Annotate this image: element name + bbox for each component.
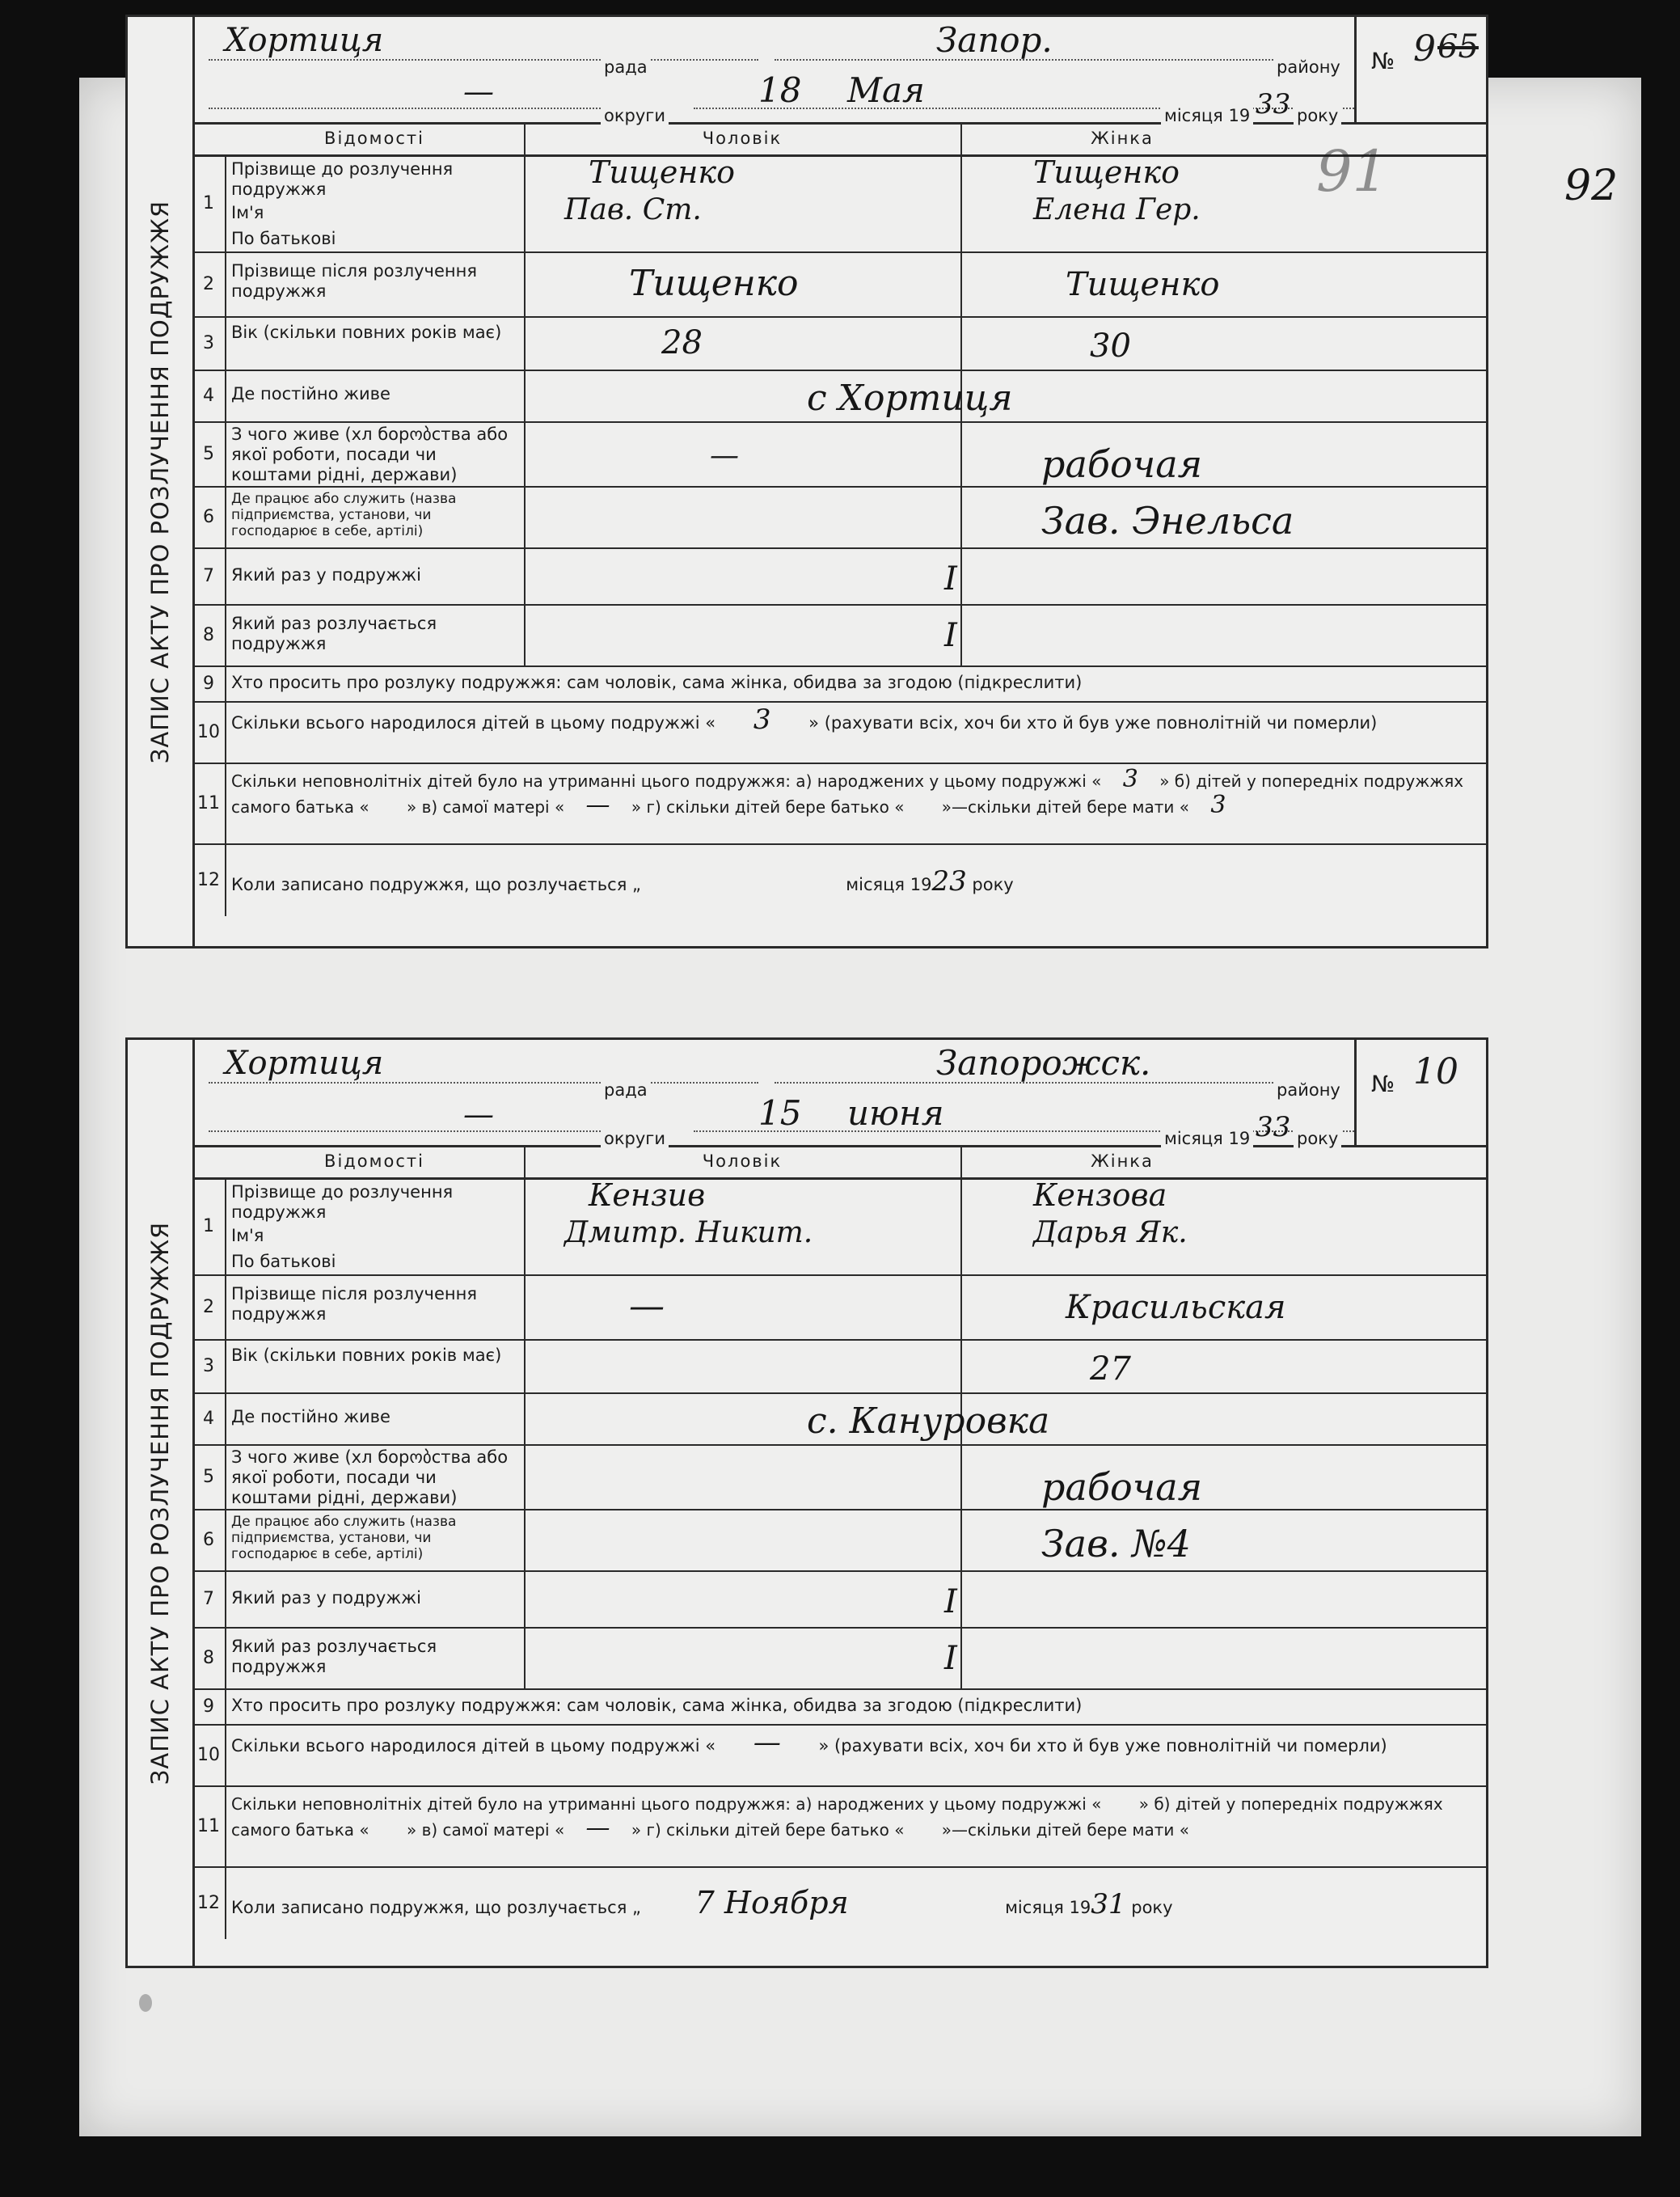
pencil-mark: 91 xyxy=(1316,138,1389,205)
record-number-struck: 65 xyxy=(1437,28,1479,65)
rada-value: Хортиця xyxy=(225,22,384,59)
field-r5-label: З чого живе (хл борობства або якої роботи, посади чи коштами рідні, держави) xyxy=(231,1447,509,1507)
column-headers xyxy=(192,122,1486,157)
month-label: місяця 19 xyxy=(1161,1129,1253,1148)
field-r8-val: I xyxy=(944,1640,957,1677)
year-value: 33 xyxy=(1256,1111,1291,1143)
field-r1-w-1: Елена Гер. xyxy=(1033,193,1201,226)
okrug-value: — xyxy=(463,74,494,109)
year-value: 33 xyxy=(1256,88,1291,120)
month-value: июня xyxy=(847,1093,944,1133)
day-value: 18 xyxy=(758,70,802,110)
field-r12-c: року xyxy=(1131,1898,1173,1917)
row-11: 11 Скільки неповнолітніх дітей було на утриманні цього подружжя: а) народжених у цьому подружжі « 3 » б) дітей у попередніх подружжях самого батька « » в) самої матері « — » г) скільки дітей бере батько « »—скільки дітей бере мати « 3 xyxy=(192,763,1486,845)
field-r10-val: — xyxy=(753,1726,781,1759)
field-r11-a: Скільки неповнолітніх дітей було на утриманні цього подружжя: а) народжених у цьому подружжі « xyxy=(231,771,1102,791)
field-r11-v5 xyxy=(1189,1814,1222,1842)
col-husband: Чоловік xyxy=(702,1151,783,1171)
field-r12-a: Коли записано подружжя, що розлучається „ xyxy=(231,1898,641,1917)
field-r1-label-2: По батькові xyxy=(231,1252,336,1271)
field-r10-a: Скільки всього народилося дітей в цьому подружжі « xyxy=(231,713,716,733)
field-r1-h-0: Тищенко xyxy=(589,154,735,190)
field-r4-val: с Хортиця xyxy=(807,378,1013,419)
record-number: 10 xyxy=(1413,1051,1458,1092)
field-r11-v1 xyxy=(1107,1788,1139,1816)
field-r12-b: місяця 19 xyxy=(846,875,932,894)
field-r1-h-1: Дмитр. Никит. xyxy=(564,1216,813,1249)
field-r2-label: Прізвище після розлучення подружжя xyxy=(231,261,477,301)
field-title: ЗАПИС АКТУ ПРО РОЗЛУЧЕННЯ ПОДРУЖЖЯ xyxy=(146,200,174,763)
field-r12-year: 31 xyxy=(1091,1888,1126,1920)
field-r7-label: Який раз у подружжі xyxy=(231,565,421,585)
field-r9-text: Хто просить про розлуку подружжя: сам чоловік, сама жінка, обидва за згодою (підкреслити) xyxy=(231,1696,1083,1715)
field-r11-b: » б) дітей у попередніх подружжях самого батька « xyxy=(231,771,1464,817)
field-r11-a: Скільки неповнолітніх дітей було на утриманні цього подружжя: а) народжених у цьому подружжі « xyxy=(231,1794,1102,1814)
field-r1-label-2: По батькові xyxy=(231,229,336,248)
field-r8-label: Який раз розлучається подружжя xyxy=(231,614,437,653)
col-info: Відомості xyxy=(324,129,424,148)
field-r11-e: »—скільки дітей бере мати « xyxy=(941,797,1189,817)
row-7: 7 Який раз у подружжі I xyxy=(192,1570,1486,1629)
row-5: 5 З чого живе (хл борობства або якої роботи, посади чи коштами рідні, держави) — рабочая xyxy=(192,421,1486,488)
field-r12-c: року xyxy=(972,875,1014,894)
field-r2-label: Прізвище після розлучення подружжя xyxy=(231,1284,477,1324)
col-wife: Жінка xyxy=(1091,1151,1154,1171)
field-r1-w-1: Дарья Як. xyxy=(1033,1216,1188,1249)
field-r11-v4 xyxy=(910,1814,942,1842)
row-1: 1 Прізвище до розлучення подружжя Ім'я По батькові Тищенко Пав. Ст. Тищенко Елена Гер. 91 xyxy=(192,154,1486,253)
rayon-value: Запор. xyxy=(936,20,1053,60)
row-10: 10 Скільки всього народилося дітей в цьому подружжі « — » (рахувати всіх, хоч би хто й був уже повнолітній чи померли) xyxy=(192,1724,1486,1787)
record-side-title xyxy=(128,1040,195,1966)
rada-label: рада xyxy=(601,57,651,77)
record-header xyxy=(192,17,1486,125)
field-r11-v5: 3 xyxy=(1210,791,1226,819)
field-r5-h: — xyxy=(710,439,739,472)
row-4: 4 Де постійно живе с Хортиця xyxy=(192,370,1486,423)
field-r1-w-0: Тищенко xyxy=(1033,154,1180,190)
rayon-label: району xyxy=(1273,57,1344,77)
field-r4-val: с. Кануровка xyxy=(807,1401,1050,1442)
field-r6-w: Зав. №4 xyxy=(1041,1522,1191,1565)
field-r11-v3: — xyxy=(585,791,610,819)
row-2: 2 Прізвище після розлучення подружжя — Красильская xyxy=(192,1274,1486,1341)
field-r2-h: Тищенко xyxy=(629,263,799,304)
field-r11-b: » б) дітей у попередніх подружжях самого батька « xyxy=(231,1794,1443,1840)
field-r12-val: 7 Ноября xyxy=(694,1885,849,1920)
field-r1-label-0: Прізвище до розлучення подружжя xyxy=(231,1182,454,1222)
field-r11-c: » в) самої матері « xyxy=(407,797,565,817)
year-label: року xyxy=(1294,1129,1341,1148)
col-wife: Жінка xyxy=(1091,129,1154,148)
field-r1-label-0: Прізвище до розлучення подружжя xyxy=(231,159,454,199)
row-10: 10 Скільки всього народилося дітей в цьому подружжі « 3 » (рахувати всіх, хоч би хто й був уже повнолітній чи померли) xyxy=(192,701,1486,764)
field-r10-a: Скільки всього народилося дітей в цьому подружжі « xyxy=(231,1736,716,1755)
field-r11-v2 xyxy=(374,791,407,819)
year-label: року xyxy=(1294,106,1341,125)
field-r3-label: Вік (скільки повних років має) xyxy=(231,1346,502,1365)
day-value: 15 xyxy=(758,1093,802,1133)
field-r12-a: Коли записано подружжя, що розлучається „ xyxy=(231,875,641,894)
row-3: 3 Вік (скільки повних років має) 27 xyxy=(192,1339,1486,1394)
column-headers xyxy=(192,1145,1486,1180)
record-header xyxy=(192,1040,1486,1147)
field-r4-label: Де постійно живе xyxy=(231,1407,390,1426)
record-number: 9 xyxy=(1413,28,1436,70)
field-r2-h: — xyxy=(629,1286,665,1327)
field-r10-b: » (рахувати всіх, хоч би хто й був уже повнолітній чи померли) xyxy=(808,713,1378,733)
col-info: Відомості xyxy=(324,1151,424,1171)
field-r11-v1: 3 xyxy=(1122,765,1138,793)
row-3: 3 Вік (скільки повних років має) 28 30 xyxy=(192,316,1486,371)
row-6: 6 Де працює або служить (назва підприємства, установи, чи господарює в себе, артілі) Зав. Энельса xyxy=(192,486,1486,549)
row-5: 5 З чого живе (хл борობства або якої роботи, посади чи коштами рідні, держави) рабочая xyxy=(192,1444,1486,1510)
field-r7-val: I xyxy=(944,1583,957,1620)
field-r1-label-1: Ім'я xyxy=(231,203,264,222)
field-r6-w: Зав. Энельса xyxy=(1041,499,1294,543)
month-value: Мая xyxy=(847,70,925,110)
rada-label: рада xyxy=(601,1080,651,1100)
month-label: місяця 19 xyxy=(1161,106,1253,125)
okrug-label: округи xyxy=(601,1129,669,1148)
row-11: 11 Скільки неповнолітніх дітей було на утриманні цього подружжя: а) народжених у цьому подружжі « » б) дітей у попередніх подружжях самого батька « » в) самої матері « — » г) скільки дітей бере батько « »—скільки дітей бере мати « xyxy=(192,1785,1486,1868)
field-r4-label: Де постійно живе xyxy=(231,384,390,403)
field-r7-label: Який раз у подружжі xyxy=(231,1588,421,1608)
row-9: 9 Хто просить про розлуку подружжя: сам чоловік, сама жінка, обидва за згодою (підкреслити) xyxy=(192,1688,1486,1726)
field-r8-val: I xyxy=(944,617,957,654)
field-r11-v3: — xyxy=(585,1814,610,1842)
field-r3-w: 30 xyxy=(1090,327,1131,365)
row-7: 7 Який раз у подружжі I xyxy=(192,547,1486,606)
field-r1-h-0: Кензив xyxy=(589,1177,706,1213)
row-9: 9 Хто просить про розлуку подружжя: сам чоловік, сама жінка, обидва за згодою (підкреслити) xyxy=(192,665,1486,703)
field-r1-h-1: Пав. Ст. xyxy=(564,193,702,226)
field-r3-h: 28 xyxy=(661,324,703,361)
field-r9-text: Хто просить про розлуку подружжя: сам чоловік, сама жінка, обидва за згодою (підкреслити) xyxy=(231,673,1083,692)
punch-hole xyxy=(139,1994,152,2012)
record-2: ЗАПИС АКТУ ПРО РОЗЛУЧЕННЯ ПОДРУЖЖЯ Хортиця рада Запорожск. району — округи 15 июня місяця 19 33 року № 10 Відомості Чоловік Жінка 1 Прізвище до розлучення подружжя Ім'я По батькові Кензив Дмитр. Никит. Кензова Дарья Як. 2 Прізвище після розлучення подружжя — Красильская 3 Вік (скільки повних років має) 27 4 Де постійно живе с. Кануровка 5 З чого живе (хл борობства або якої роботи, посади чи коштами рідні, держави) рабочая 6 Де працює або служить (назва підприємства, установи, чи господарює в себе, артілі) Зав. №4 7 Який раз у подружжі I 8 Який раз розлучається подружжя I 9 Хто просить про розлуку подружжя: сам чоловік, сама жінка, обидва за згодою (підкреслити) 10 Скільки всього народилося дітей в цьому подружжі « — » (рахувати всіх, хоч би хто й був уже повнолітній чи померли) 11 Скільки неповнолітніх дітей було на утриманні цього подружжя: а) народжених у цьому подружжі « » б) дітей у попередніх подружжях самого батька « » в) самої матері « — » г) скільки дітей бере батько « »—скільки дітей бере мати « 12 Коли записано подружжя, що розлучається „ 7 Ноября місяця 1931 року xyxy=(125,1037,1488,1968)
rada-value: Хортиця xyxy=(225,1045,384,1082)
row-6: 6 Де працює або служить (назва підприємства, установи, чи господарює в себе, артілі) Зав. №4 xyxy=(192,1509,1486,1572)
field-r12-b: місяця 19 xyxy=(1005,1898,1091,1917)
field-r1-w-0: Кензова xyxy=(1033,1177,1167,1213)
rayon-label: району xyxy=(1273,1080,1344,1100)
field-r10-val: 3 xyxy=(753,703,771,736)
field-r11-e: »—скільки дітей бере мати « xyxy=(941,1820,1189,1840)
okrug-value: — xyxy=(463,1096,494,1132)
field-r3-w: 27 xyxy=(1090,1350,1131,1388)
field-num-label: № xyxy=(1371,1071,1395,1097)
field-r11-d: » г) скільки дітей бере батько « xyxy=(631,1820,905,1840)
field-r11-v2 xyxy=(374,1814,407,1842)
field-r6-label: Де працює або служить (назва підприємства, установи, чи господарює в себе, артілі) xyxy=(231,491,457,539)
field-r2-w: Тищенко xyxy=(1066,266,1220,303)
field-r6-label: Де працює або служить (назва підприємства, установи, чи господарює в себе, артілі) xyxy=(231,1514,457,1562)
field-title: ЗАПИС АКТУ ПРО РОЗЛУЧЕННЯ ПОДРУЖЖЯ xyxy=(146,1221,174,1785)
margin-number: 92 xyxy=(1564,162,1619,210)
okrug-label: округи xyxy=(601,106,669,125)
field-r3-label: Вік (скільки повних років має) xyxy=(231,323,502,342)
field-r5-w: рабочая xyxy=(1041,1465,1203,1509)
row-8: 8 Який раз розлучається подружжя I xyxy=(192,604,1486,667)
field-r1-label-1: Ім'я xyxy=(231,1226,264,1245)
col-husband: Чоловік xyxy=(702,129,783,148)
record-1: ЗАПИС АКТУ ПРО РОЗЛУЧЕННЯ ПОДРУЖЖЯ Хортиця рада Запор. району — округи 18 Мая місяця 19 33 року № 9 65 Відомості Чоловік Жінка 1 Прізвище до розлучення подружжя Ім'я По батькові Тищенко Пав. Ст. Тищенко Елена Гер. 91 2 Прізвище після розлучення подружжя Тищенко Тищенко 3 Вік (скільки повних років має) 28 30 4 Де постійно живе с Хортиця 5 З чого живе (хл борობства або якої роботи, посади чи коштами рідні, держави) — рабочая 6 Де працює або служить (назва підприємства, установи, чи господарює в себе, артілі) Зав. Энельса 7 Який раз у подружжі I 8 Який раз розлучається подружжя I 9 Хто просить про розлуку подружжя: сам чоловік, сама жінка, обидва за згодою (підкреслити) 10 Скільки всього народилося дітей в цьому подружжі « 3 » (рахувати всіх, хоч би хто й був уже повнолітній чи померли) 11 Скільки неповнолітніх дітей було на утриманні цього подружжя: а) народжених у цьому подружжі « 3 » б) дітей у попередніх подружжях самого батька « » в) самої матері « — » г) скільки дітей бере батько « »—скільки дітей бере мати « 3 12 Коли записано подружжя, що розлучається „ місяця 1923 року xyxy=(125,15,1488,949)
row-2: 2 Прізвище після розлучення подружжя Тищенко Тищенко xyxy=(192,251,1486,318)
field-r8-label: Який раз розлучається подружжя xyxy=(231,1637,437,1676)
field-r11-c: » в) самої матері « xyxy=(407,1820,565,1840)
field-r12-year: 23 xyxy=(931,865,967,898)
field-r12-val xyxy=(647,862,744,898)
field-r11-d: » г) скільки дітей бере батько « xyxy=(631,797,905,817)
record-number-box xyxy=(1354,17,1486,122)
field-r2-w: Красильская xyxy=(1066,1289,1286,1326)
row-8: 8 Який раз розлучається подружжя I xyxy=(192,1627,1486,1690)
rayon-value: Запорожск. xyxy=(936,1043,1151,1083)
row-1: 1 Прізвище до розлучення подружжя Ім'я По батькові Кензив Дмитр. Никит. Кензова Дарья Як. xyxy=(192,1177,1486,1276)
record-number-box xyxy=(1354,1040,1486,1145)
field-r10-b: » (рахувати всіх, хоч би хто й був уже повнолітній чи померли) xyxy=(818,1736,1387,1755)
field-r11-v4 xyxy=(910,791,942,819)
field-r5-w: рабочая xyxy=(1041,442,1203,486)
field-r7-val: I xyxy=(944,560,957,598)
row-4: 4 Де постійно живе с. Кануровка xyxy=(192,1392,1486,1446)
record-side-title xyxy=(128,17,195,946)
field-num-label: № xyxy=(1371,48,1395,74)
field-r5-label: З чого живе (хл борობства або якої роботи, посади чи коштами рідні, держави) xyxy=(231,425,509,484)
